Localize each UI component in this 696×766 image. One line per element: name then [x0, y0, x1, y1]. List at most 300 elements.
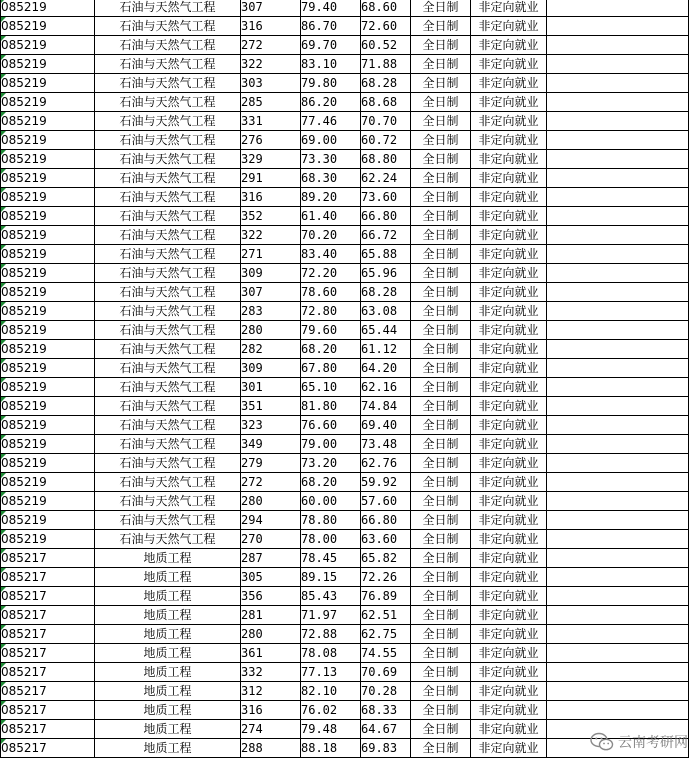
major-name-cell[interactable]: 地质工程	[95, 587, 241, 606]
major-name-cell[interactable]: 石油与天然气工程	[95, 302, 241, 321]
total-score-cell[interactable]: 361	[241, 644, 301, 663]
retest-score-cell[interactable]: 73.30	[301, 150, 361, 169]
program-code-cell[interactable]: 085217	[1, 720, 95, 739]
program-code-cell[interactable]: 085219	[1, 511, 95, 530]
major-name-cell[interactable]: 石油与天然气工程	[95, 359, 241, 378]
training-type-cell[interactable]: 非定向就业	[471, 359, 547, 378]
major-name-cell[interactable]: 地质工程	[95, 549, 241, 568]
final-score-cell[interactable]: 65.82	[361, 549, 411, 568]
major-name-cell[interactable]: 地质工程	[95, 682, 241, 701]
study-mode-cell[interactable]: 全日制	[411, 150, 471, 169]
empty-cell[interactable]	[547, 169, 689, 188]
total-score-cell[interactable]: 305	[241, 568, 301, 587]
total-score-cell[interactable]: 309	[241, 359, 301, 378]
empty-cell[interactable]	[547, 587, 689, 606]
major-name-cell[interactable]: 石油与天然气工程	[95, 283, 241, 302]
retest-score-cell[interactable]: 85.43	[301, 587, 361, 606]
major-name-cell[interactable]: 石油与天然气工程	[95, 131, 241, 150]
retest-score-cell[interactable]: 89.15	[301, 568, 361, 587]
program-code-cell[interactable]: 085217	[1, 644, 95, 663]
empty-cell[interactable]	[547, 188, 689, 207]
study-mode-cell[interactable]: 全日制	[411, 739, 471, 758]
empty-cell[interactable]	[547, 131, 689, 150]
training-type-cell[interactable]: 非定向就业	[471, 112, 547, 131]
total-score-cell[interactable]: 322	[241, 55, 301, 74]
final-score-cell[interactable]: 69.83	[361, 739, 411, 758]
final-score-cell[interactable]: 62.16	[361, 378, 411, 397]
empty-cell[interactable]	[547, 454, 689, 473]
retest-score-cell[interactable]: 72.20	[301, 264, 361, 283]
final-score-cell[interactable]: 71.88	[361, 55, 411, 74]
major-name-cell[interactable]: 石油与天然气工程	[95, 112, 241, 131]
major-name-cell[interactable]: 地质工程	[95, 625, 241, 644]
retest-score-cell[interactable]: 70.20	[301, 226, 361, 245]
major-name-cell[interactable]: 石油与天然气工程	[95, 397, 241, 416]
program-code-cell[interactable]: 085217	[1, 587, 95, 606]
program-code-cell[interactable]: 085219	[1, 473, 95, 492]
study-mode-cell[interactable]: 全日制	[411, 397, 471, 416]
major-name-cell[interactable]: 石油与天然气工程	[95, 492, 241, 511]
study-mode-cell[interactable]: 全日制	[411, 188, 471, 207]
final-score-cell[interactable]: 69.40	[361, 416, 411, 435]
empty-cell[interactable]	[547, 0, 689, 17]
program-code-cell[interactable]: 085219	[1, 264, 95, 283]
training-type-cell[interactable]: 非定向就业	[471, 416, 547, 435]
empty-cell[interactable]	[547, 530, 689, 549]
program-code-cell[interactable]: 085219	[1, 321, 95, 340]
study-mode-cell[interactable]: 全日制	[411, 644, 471, 663]
total-score-cell[interactable]: 280	[241, 321, 301, 340]
training-type-cell[interactable]: 非定向就业	[471, 0, 547, 17]
training-type-cell[interactable]: 非定向就业	[471, 701, 547, 720]
empty-cell[interactable]	[547, 682, 689, 701]
major-name-cell[interactable]: 地质工程	[95, 701, 241, 720]
training-type-cell[interactable]: 非定向就业	[471, 606, 547, 625]
total-score-cell[interactable]: 282	[241, 340, 301, 359]
training-type-cell[interactable]: 非定向就业	[471, 739, 547, 758]
training-type-cell[interactable]: 非定向就业	[471, 454, 547, 473]
retest-score-cell[interactable]: 79.80	[301, 74, 361, 93]
major-name-cell[interactable]: 石油与天然气工程	[95, 17, 241, 36]
program-code-cell[interactable]: 085219	[1, 0, 95, 17]
major-name-cell[interactable]: 石油与天然气工程	[95, 150, 241, 169]
training-type-cell[interactable]: 非定向就业	[471, 169, 547, 188]
empty-cell[interactable]	[547, 283, 689, 302]
training-type-cell[interactable]: 非定向就业	[471, 568, 547, 587]
retest-score-cell[interactable]: 78.45	[301, 549, 361, 568]
total-score-cell[interactable]: 276	[241, 131, 301, 150]
retest-score-cell[interactable]: 79.00	[301, 435, 361, 454]
final-score-cell[interactable]: 63.08	[361, 302, 411, 321]
final-score-cell[interactable]: 62.51	[361, 606, 411, 625]
empty-cell[interactable]	[547, 625, 689, 644]
empty-cell[interactable]	[547, 93, 689, 112]
study-mode-cell[interactable]: 全日制	[411, 283, 471, 302]
major-name-cell[interactable]: 地质工程	[95, 739, 241, 758]
training-type-cell[interactable]: 非定向就业	[471, 321, 547, 340]
empty-cell[interactable]	[547, 663, 689, 682]
program-code-cell[interactable]: 085219	[1, 131, 95, 150]
major-name-cell[interactable]: 石油与天然气工程	[95, 226, 241, 245]
total-score-cell[interactable]: 351	[241, 397, 301, 416]
training-type-cell[interactable]: 非定向就业	[471, 473, 547, 492]
retest-score-cell[interactable]: 72.80	[301, 302, 361, 321]
program-code-cell[interactable]: 085219	[1, 17, 95, 36]
retest-score-cell[interactable]: 78.60	[301, 283, 361, 302]
final-score-cell[interactable]: 70.69	[361, 663, 411, 682]
program-code-cell[interactable]: 085219	[1, 55, 95, 74]
major-name-cell[interactable]: 地质工程	[95, 663, 241, 682]
training-type-cell[interactable]: 非定向就业	[471, 93, 547, 112]
training-type-cell[interactable]: 非定向就业	[471, 625, 547, 644]
final-score-cell[interactable]: 60.72	[361, 131, 411, 150]
total-score-cell[interactable]: 323	[241, 416, 301, 435]
study-mode-cell[interactable]: 全日制	[411, 568, 471, 587]
program-code-cell[interactable]: 085217	[1, 549, 95, 568]
retest-score-cell[interactable]: 83.40	[301, 245, 361, 264]
total-score-cell[interactable]: 281	[241, 606, 301, 625]
study-mode-cell[interactable]: 全日制	[411, 492, 471, 511]
total-score-cell[interactable]: 288	[241, 739, 301, 758]
retest-score-cell[interactable]: 76.60	[301, 416, 361, 435]
total-score-cell[interactable]: 312	[241, 682, 301, 701]
total-score-cell[interactable]: 331	[241, 112, 301, 131]
training-type-cell[interactable]: 非定向就业	[471, 587, 547, 606]
program-code-cell[interactable]: 085219	[1, 93, 95, 112]
final-score-cell[interactable]: 68.28	[361, 283, 411, 302]
retest-score-cell[interactable]: 65.10	[301, 378, 361, 397]
study-mode-cell[interactable]: 全日制	[411, 131, 471, 150]
program-code-cell[interactable]: 085219	[1, 245, 95, 264]
empty-cell[interactable]	[547, 36, 689, 55]
final-score-cell[interactable]: 68.33	[361, 701, 411, 720]
study-mode-cell[interactable]: 全日制	[411, 169, 471, 188]
empty-cell[interactable]	[547, 397, 689, 416]
retest-score-cell[interactable]: 68.20	[301, 340, 361, 359]
program-code-cell[interactable]: 085219	[1, 188, 95, 207]
program-code-cell[interactable]: 085219	[1, 112, 95, 131]
study-mode-cell[interactable]: 全日制	[411, 473, 471, 492]
retest-score-cell[interactable]: 71.97	[301, 606, 361, 625]
final-score-cell[interactable]: 59.92	[361, 473, 411, 492]
empty-cell[interactable]	[547, 245, 689, 264]
training-type-cell[interactable]: 非定向就业	[471, 131, 547, 150]
training-type-cell[interactable]: 非定向就业	[471, 663, 547, 682]
retest-score-cell[interactable]: 72.88	[301, 625, 361, 644]
retest-score-cell[interactable]: 81.80	[301, 397, 361, 416]
program-code-cell[interactable]: 085217	[1, 682, 95, 701]
major-name-cell[interactable]: 石油与天然气工程	[95, 207, 241, 226]
final-score-cell[interactable]: 68.68	[361, 93, 411, 112]
program-code-cell[interactable]: 085217	[1, 701, 95, 720]
retest-score-cell[interactable]: 78.00	[301, 530, 361, 549]
total-score-cell[interactable]: 352	[241, 207, 301, 226]
empty-cell[interactable]	[547, 207, 689, 226]
training-type-cell[interactable]: 非定向就业	[471, 435, 547, 454]
retest-score-cell[interactable]: 69.70	[301, 36, 361, 55]
final-score-cell[interactable]: 60.52	[361, 36, 411, 55]
study-mode-cell[interactable]: 全日制	[411, 359, 471, 378]
final-score-cell[interactable]: 61.12	[361, 340, 411, 359]
study-mode-cell[interactable]: 全日制	[411, 245, 471, 264]
program-code-cell[interactable]: 085219	[1, 397, 95, 416]
major-name-cell[interactable]: 石油与天然气工程	[95, 435, 241, 454]
total-score-cell[interactable]: 301	[241, 378, 301, 397]
training-type-cell[interactable]: 非定向就业	[471, 530, 547, 549]
program-code-cell[interactable]: 085219	[1, 378, 95, 397]
major-name-cell[interactable]: 石油与天然气工程	[95, 511, 241, 530]
total-score-cell[interactable]: 309	[241, 264, 301, 283]
empty-cell[interactable]	[547, 416, 689, 435]
retest-score-cell[interactable]: 76.02	[301, 701, 361, 720]
training-type-cell[interactable]: 非定向就业	[471, 55, 547, 74]
empty-cell[interactable]	[547, 701, 689, 720]
final-score-cell[interactable]: 64.67	[361, 720, 411, 739]
final-score-cell[interactable]: 63.60	[361, 530, 411, 549]
study-mode-cell[interactable]: 全日制	[411, 511, 471, 530]
retest-score-cell[interactable]: 79.40	[301, 0, 361, 17]
training-type-cell[interactable]: 非定向就业	[471, 36, 547, 55]
total-score-cell[interactable]: 272	[241, 36, 301, 55]
retest-score-cell[interactable]: 60.00	[301, 492, 361, 511]
retest-score-cell[interactable]: 61.40	[301, 207, 361, 226]
program-code-cell[interactable]: 085217	[1, 739, 95, 758]
training-type-cell[interactable]: 非定向就业	[471, 511, 547, 530]
final-score-cell[interactable]: 65.96	[361, 264, 411, 283]
program-code-cell[interactable]: 085219	[1, 226, 95, 245]
final-score-cell[interactable]: 68.60	[361, 0, 411, 17]
study-mode-cell[interactable]: 全日制	[411, 302, 471, 321]
major-name-cell[interactable]: 石油与天然气工程	[95, 454, 241, 473]
total-score-cell[interactable]: 356	[241, 587, 301, 606]
training-type-cell[interactable]: 非定向就业	[471, 378, 547, 397]
study-mode-cell[interactable]: 全日制	[411, 207, 471, 226]
program-code-cell[interactable]: 085219	[1, 150, 95, 169]
total-score-cell[interactable]: 307	[241, 283, 301, 302]
empty-cell[interactable]	[547, 378, 689, 397]
total-score-cell[interactable]: 280	[241, 625, 301, 644]
program-code-cell[interactable]: 085217	[1, 568, 95, 587]
empty-cell[interactable]	[547, 511, 689, 530]
study-mode-cell[interactable]: 全日制	[411, 454, 471, 473]
training-type-cell[interactable]: 非定向就业	[471, 492, 547, 511]
training-type-cell[interactable]: 非定向就业	[471, 283, 547, 302]
total-score-cell[interactable]: 270	[241, 530, 301, 549]
major-name-cell[interactable]: 石油与天然气工程	[95, 416, 241, 435]
study-mode-cell[interactable]: 全日制	[411, 340, 471, 359]
final-score-cell[interactable]: 76.89	[361, 587, 411, 606]
major-name-cell[interactable]: 石油与天然气工程	[95, 473, 241, 492]
total-score-cell[interactable]: 271	[241, 245, 301, 264]
training-type-cell[interactable]: 非定向就业	[471, 340, 547, 359]
total-score-cell[interactable]: 303	[241, 74, 301, 93]
final-score-cell[interactable]: 70.28	[361, 682, 411, 701]
retest-score-cell[interactable]: 82.10	[301, 682, 361, 701]
study-mode-cell[interactable]: 全日制	[411, 549, 471, 568]
major-name-cell[interactable]: 石油与天然气工程	[95, 378, 241, 397]
retest-score-cell[interactable]: 69.00	[301, 131, 361, 150]
training-type-cell[interactable]: 非定向就业	[471, 150, 547, 169]
final-score-cell[interactable]: 66.80	[361, 511, 411, 530]
program-code-cell[interactable]: 085219	[1, 207, 95, 226]
study-mode-cell[interactable]: 全日制	[411, 435, 471, 454]
major-name-cell[interactable]: 地质工程	[95, 568, 241, 587]
major-name-cell[interactable]: 石油与天然气工程	[95, 36, 241, 55]
training-type-cell[interactable]: 非定向就业	[471, 549, 547, 568]
major-name-cell[interactable]: 石油与天然气工程	[95, 93, 241, 112]
total-score-cell[interactable]: 291	[241, 169, 301, 188]
final-score-cell[interactable]: 62.24	[361, 169, 411, 188]
retest-score-cell[interactable]: 68.30	[301, 169, 361, 188]
total-score-cell[interactable]: 349	[241, 435, 301, 454]
final-score-cell[interactable]: 73.48	[361, 435, 411, 454]
retest-score-cell[interactable]: 78.80	[301, 511, 361, 530]
training-type-cell[interactable]: 非定向就业	[471, 644, 547, 663]
total-score-cell[interactable]: 316	[241, 701, 301, 720]
training-type-cell[interactable]: 非定向就业	[471, 682, 547, 701]
study-mode-cell[interactable]: 全日制	[411, 378, 471, 397]
program-code-cell[interactable]: 085219	[1, 454, 95, 473]
program-code-cell[interactable]: 085219	[1, 530, 95, 549]
training-type-cell[interactable]: 非定向就业	[471, 207, 547, 226]
major-name-cell[interactable]: 石油与天然气工程	[95, 530, 241, 549]
total-score-cell[interactable]: 332	[241, 663, 301, 682]
study-mode-cell[interactable]: 全日制	[411, 701, 471, 720]
final-score-cell[interactable]: 72.60	[361, 17, 411, 36]
major-name-cell[interactable]: 石油与天然气工程	[95, 245, 241, 264]
retest-score-cell[interactable]: 86.20	[301, 93, 361, 112]
final-score-cell[interactable]: 65.44	[361, 321, 411, 340]
study-mode-cell[interactable]: 全日制	[411, 264, 471, 283]
major-name-cell[interactable]: 地质工程	[95, 606, 241, 625]
major-name-cell[interactable]: 石油与天然气工程	[95, 321, 241, 340]
study-mode-cell[interactable]: 全日制	[411, 682, 471, 701]
empty-cell[interactable]	[547, 568, 689, 587]
study-mode-cell[interactable]: 全日制	[411, 36, 471, 55]
program-code-cell[interactable]: 085219	[1, 359, 95, 378]
retest-score-cell[interactable]: 78.08	[301, 644, 361, 663]
program-code-cell[interactable]: 085219	[1, 302, 95, 321]
training-type-cell[interactable]: 非定向就业	[471, 397, 547, 416]
empty-cell[interactable]	[547, 321, 689, 340]
program-code-cell[interactable]: 085217	[1, 606, 95, 625]
empty-cell[interactable]	[547, 492, 689, 511]
empty-cell[interactable]	[547, 435, 689, 454]
total-score-cell[interactable]: 285	[241, 93, 301, 112]
training-type-cell[interactable]: 非定向就业	[471, 245, 547, 264]
study-mode-cell[interactable]: 全日制	[411, 93, 471, 112]
final-score-cell[interactable]: 68.28	[361, 74, 411, 93]
study-mode-cell[interactable]: 全日制	[411, 720, 471, 739]
final-score-cell[interactable]: 64.20	[361, 359, 411, 378]
final-score-cell[interactable]: 66.80	[361, 207, 411, 226]
empty-cell[interactable]	[547, 226, 689, 245]
empty-cell[interactable]	[547, 74, 689, 93]
final-score-cell[interactable]: 62.75	[361, 625, 411, 644]
empty-cell[interactable]	[547, 359, 689, 378]
total-score-cell[interactable]: 283	[241, 302, 301, 321]
retest-score-cell[interactable]: 77.13	[301, 663, 361, 682]
final-score-cell[interactable]: 66.72	[361, 226, 411, 245]
empty-cell[interactable]	[547, 112, 689, 131]
empty-cell[interactable]	[547, 302, 689, 321]
major-name-cell[interactable]: 石油与天然气工程	[95, 169, 241, 188]
major-name-cell[interactable]: 石油与天然气工程	[95, 340, 241, 359]
program-code-cell[interactable]: 085217	[1, 625, 95, 644]
study-mode-cell[interactable]: 全日制	[411, 74, 471, 93]
training-type-cell[interactable]: 非定向就业	[471, 264, 547, 283]
empty-cell[interactable]	[547, 264, 689, 283]
study-mode-cell[interactable]: 全日制	[411, 530, 471, 549]
program-code-cell[interactable]: 085219	[1, 435, 95, 454]
study-mode-cell[interactable]: 全日制	[411, 17, 471, 36]
empty-cell[interactable]	[547, 17, 689, 36]
final-score-cell[interactable]: 73.60	[361, 188, 411, 207]
retest-score-cell[interactable]: 89.20	[301, 188, 361, 207]
final-score-cell[interactable]: 70.70	[361, 112, 411, 131]
total-score-cell[interactable]: 279	[241, 454, 301, 473]
program-code-cell[interactable]: 085219	[1, 169, 95, 188]
program-code-cell[interactable]: 085219	[1, 492, 95, 511]
program-code-cell[interactable]: 085219	[1, 340, 95, 359]
training-type-cell[interactable]: 非定向就业	[471, 720, 547, 739]
empty-cell[interactable]	[547, 606, 689, 625]
empty-cell[interactable]	[547, 55, 689, 74]
program-code-cell[interactable]: 085219	[1, 36, 95, 55]
program-code-cell[interactable]: 085219	[1, 74, 95, 93]
total-score-cell[interactable]: 294	[241, 511, 301, 530]
study-mode-cell[interactable]: 全日制	[411, 0, 471, 17]
study-mode-cell[interactable]: 全日制	[411, 112, 471, 131]
study-mode-cell[interactable]: 全日制	[411, 55, 471, 74]
major-name-cell[interactable]: 石油与天然气工程	[95, 74, 241, 93]
final-score-cell[interactable]: 57.60	[361, 492, 411, 511]
study-mode-cell[interactable]: 全日制	[411, 226, 471, 245]
study-mode-cell[interactable]: 全日制	[411, 587, 471, 606]
study-mode-cell[interactable]: 全日制	[411, 416, 471, 435]
study-mode-cell[interactable]: 全日制	[411, 321, 471, 340]
total-score-cell[interactable]: 272	[241, 473, 301, 492]
program-code-cell[interactable]: 085219	[1, 283, 95, 302]
major-name-cell[interactable]: 石油与天然气工程	[95, 264, 241, 283]
total-score-cell[interactable]: 316	[241, 17, 301, 36]
program-code-cell[interactable]: 085219	[1, 416, 95, 435]
study-mode-cell[interactable]: 全日制	[411, 606, 471, 625]
total-score-cell[interactable]: 287	[241, 549, 301, 568]
training-type-cell[interactable]: 非定向就业	[471, 188, 547, 207]
study-mode-cell[interactable]: 全日制	[411, 625, 471, 644]
final-score-cell[interactable]: 74.84	[361, 397, 411, 416]
empty-cell[interactable]	[547, 340, 689, 359]
total-score-cell[interactable]: 329	[241, 150, 301, 169]
training-type-cell[interactable]: 非定向就业	[471, 226, 547, 245]
retest-score-cell[interactable]: 67.80	[301, 359, 361, 378]
empty-cell[interactable]	[547, 644, 689, 663]
retest-score-cell[interactable]: 79.60	[301, 321, 361, 340]
final-score-cell[interactable]: 65.88	[361, 245, 411, 264]
major-name-cell[interactable]: 石油与天然气工程	[95, 55, 241, 74]
final-score-cell[interactable]: 74.55	[361, 644, 411, 663]
retest-score-cell[interactable]: 68.20	[301, 473, 361, 492]
retest-score-cell[interactable]: 73.20	[301, 454, 361, 473]
training-type-cell[interactable]: 非定向就业	[471, 74, 547, 93]
final-score-cell[interactable]: 62.76	[361, 454, 411, 473]
major-name-cell[interactable]: 石油与天然气工程	[95, 0, 241, 17]
empty-cell[interactable]	[547, 473, 689, 492]
total-score-cell[interactable]: 322	[241, 226, 301, 245]
major-name-cell[interactable]: 地质工程	[95, 644, 241, 663]
total-score-cell[interactable]: 274	[241, 720, 301, 739]
